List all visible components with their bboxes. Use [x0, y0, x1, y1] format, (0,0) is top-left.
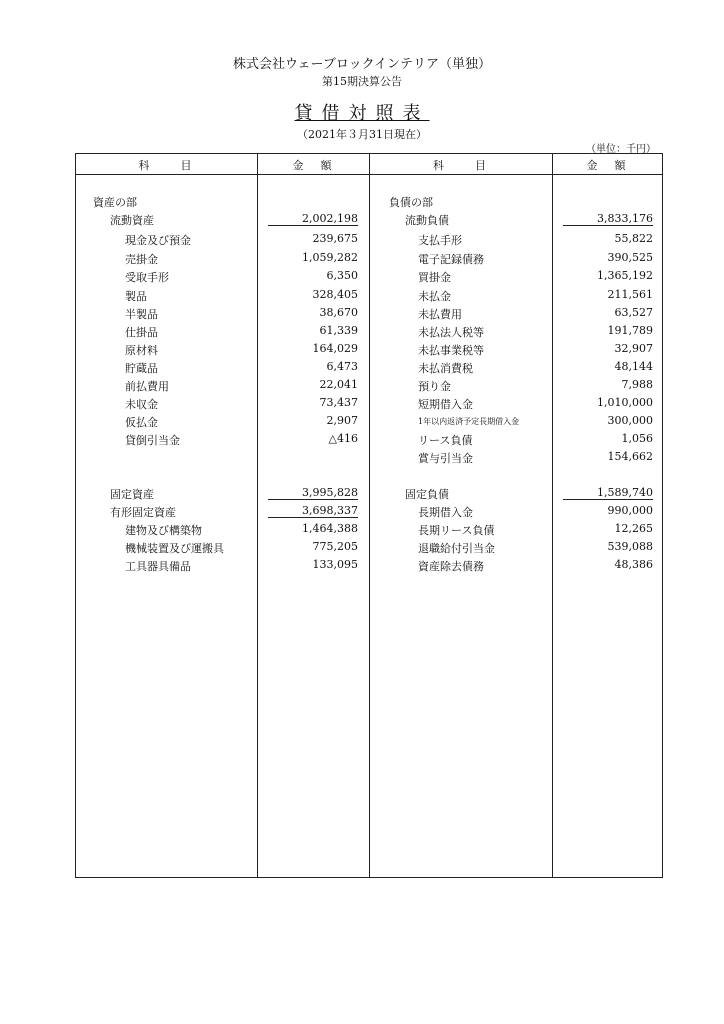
left-row-value: 3,995,828: [268, 486, 358, 500]
left-row-label: 流動資産: [110, 214, 154, 227]
left-row-label: 仕掛品: [125, 326, 158, 339]
right-row-label: 未払費用: [418, 308, 462, 321]
right-row-label: 賞与引当金: [418, 452, 473, 465]
left-row-label: 売掛金: [125, 253, 158, 266]
right-row-label: 支払手形: [418, 234, 462, 247]
right-row-value: 211,561: [607, 288, 653, 301]
right-row-value: 32,907: [614, 342, 653, 355]
report-date: （2021年３月31日現在）: [297, 128, 427, 141]
right-row-value: 154,662: [607, 450, 653, 463]
left-row-label: 前払費用: [125, 380, 169, 393]
right-row-label: 資産除去債務: [418, 560, 484, 573]
right-row-label: 流動負債: [405, 214, 449, 227]
left-row-label: 工具器具備品: [125, 560, 191, 573]
left-row-label: 貯蔵品: [125, 362, 158, 375]
right-row-label: 預り金: [418, 380, 451, 393]
right-row-value: 55,822: [614, 232, 653, 245]
right-row-label: 1年以内返済予定長期借入金: [418, 417, 520, 426]
left-item-header: 科 目: [138, 159, 195, 172]
left-row-label: 半製品: [125, 308, 158, 321]
right-row-value: 48,144: [614, 360, 653, 373]
left-row-label: 原材料: [125, 344, 158, 357]
right-row-label: 長期借入金: [418, 506, 473, 519]
right-row-value: 539,088: [607, 540, 653, 553]
left-row-label: 建物及び構築物: [125, 524, 202, 537]
right-row-value: 7,988: [621, 378, 653, 391]
left-row-label: 有形固定資産: [110, 506, 176, 519]
left-row-value: 6,350: [326, 269, 358, 282]
left-row-value: 1,059,282: [302, 251, 358, 264]
left-row-value: △416: [328, 432, 358, 445]
right-row-label: 短期借入金: [418, 398, 473, 411]
right-row-value: 1,010,000: [597, 396, 653, 409]
right-row-label: 未払事業税等: [418, 344, 484, 357]
right-row-label: 未払金: [418, 290, 451, 303]
left-row-label: 受取手形: [125, 271, 169, 284]
left-row-label: 貸倒引当金: [125, 434, 180, 447]
right-row-value: 48,386: [614, 558, 653, 571]
assets-section-title: 資産の部: [93, 196, 137, 209]
right-row-value: 1,056: [621, 432, 653, 445]
left-row-label: 固定資産: [110, 488, 154, 501]
right-row-label: 電子記録債務: [418, 253, 484, 266]
right-row-label: リース負債: [418, 434, 473, 447]
left-row-label: 現金及び預金: [125, 234, 191, 247]
right-row-value: 990,000: [607, 504, 653, 517]
right-row-value: 191,789: [607, 324, 653, 337]
column-divider: [369, 153, 370, 878]
right-row-label: 未払法人税等: [418, 326, 484, 339]
left-row-value: 775,205: [312, 540, 358, 553]
left-row-value: 164,029: [312, 342, 358, 355]
left-row-value: 2,907: [326, 414, 358, 427]
right-row-label: 長期リース負債: [418, 524, 495, 537]
left-row-value: 2,002,198: [268, 212, 358, 226]
notice-subtitle: 第15期決算公告: [322, 75, 402, 88]
left-row-label: 仮払金: [125, 416, 158, 429]
left-row-value: 3,698,337: [268, 504, 358, 518]
right-row-value: 1,589,740: [563, 486, 653, 500]
left-row-value: 22,041: [319, 378, 358, 391]
left-row-label: 未収金: [125, 398, 158, 411]
unit-note: （単位：千円）: [586, 144, 656, 155]
liabilities-section-title: 負債の部: [389, 196, 433, 209]
right-row-label: 退職給付引当金: [418, 542, 495, 555]
right-row-value: 12,265: [614, 522, 653, 535]
header-divider: [75, 174, 663, 175]
left-row-value: 6,473: [326, 360, 358, 373]
left-row-value: 61,339: [319, 324, 358, 337]
column-divider: [257, 153, 258, 878]
left-row-value: 133,095: [312, 558, 358, 571]
right-amount-header: 金 額: [586, 159, 629, 172]
left-row-value: 38,670: [319, 306, 358, 319]
company-name: 株式会社ウェーブロックインテリア（単独）: [233, 57, 491, 72]
right-row-label: 固定負債: [405, 488, 449, 501]
right-row-value: 300,000: [607, 414, 653, 427]
left-row-label: 製品: [125, 290, 147, 303]
right-row-value: 63,527: [614, 306, 653, 319]
left-row-value: 328,405: [312, 288, 358, 301]
right-item-header: 科 目: [433, 159, 489, 172]
left-row-value: 239,675: [312, 232, 358, 245]
right-row-label: 買掛金: [418, 271, 451, 284]
right-row-value: 3,833,176: [563, 212, 653, 226]
left-row-label: 機械装置及び運搬具: [125, 542, 224, 555]
left-row-value: 73,437: [319, 396, 358, 409]
document-title: 貸借対照表: [294, 103, 430, 124]
right-row-value: 390,525: [607, 251, 653, 264]
left-amount-header: 金 額: [292, 159, 335, 172]
column-divider: [552, 153, 553, 878]
left-row-value: 1,464,388: [302, 522, 358, 535]
right-row-value: 1,365,192: [597, 269, 653, 282]
right-row-label: 未払消費税: [418, 362, 473, 375]
